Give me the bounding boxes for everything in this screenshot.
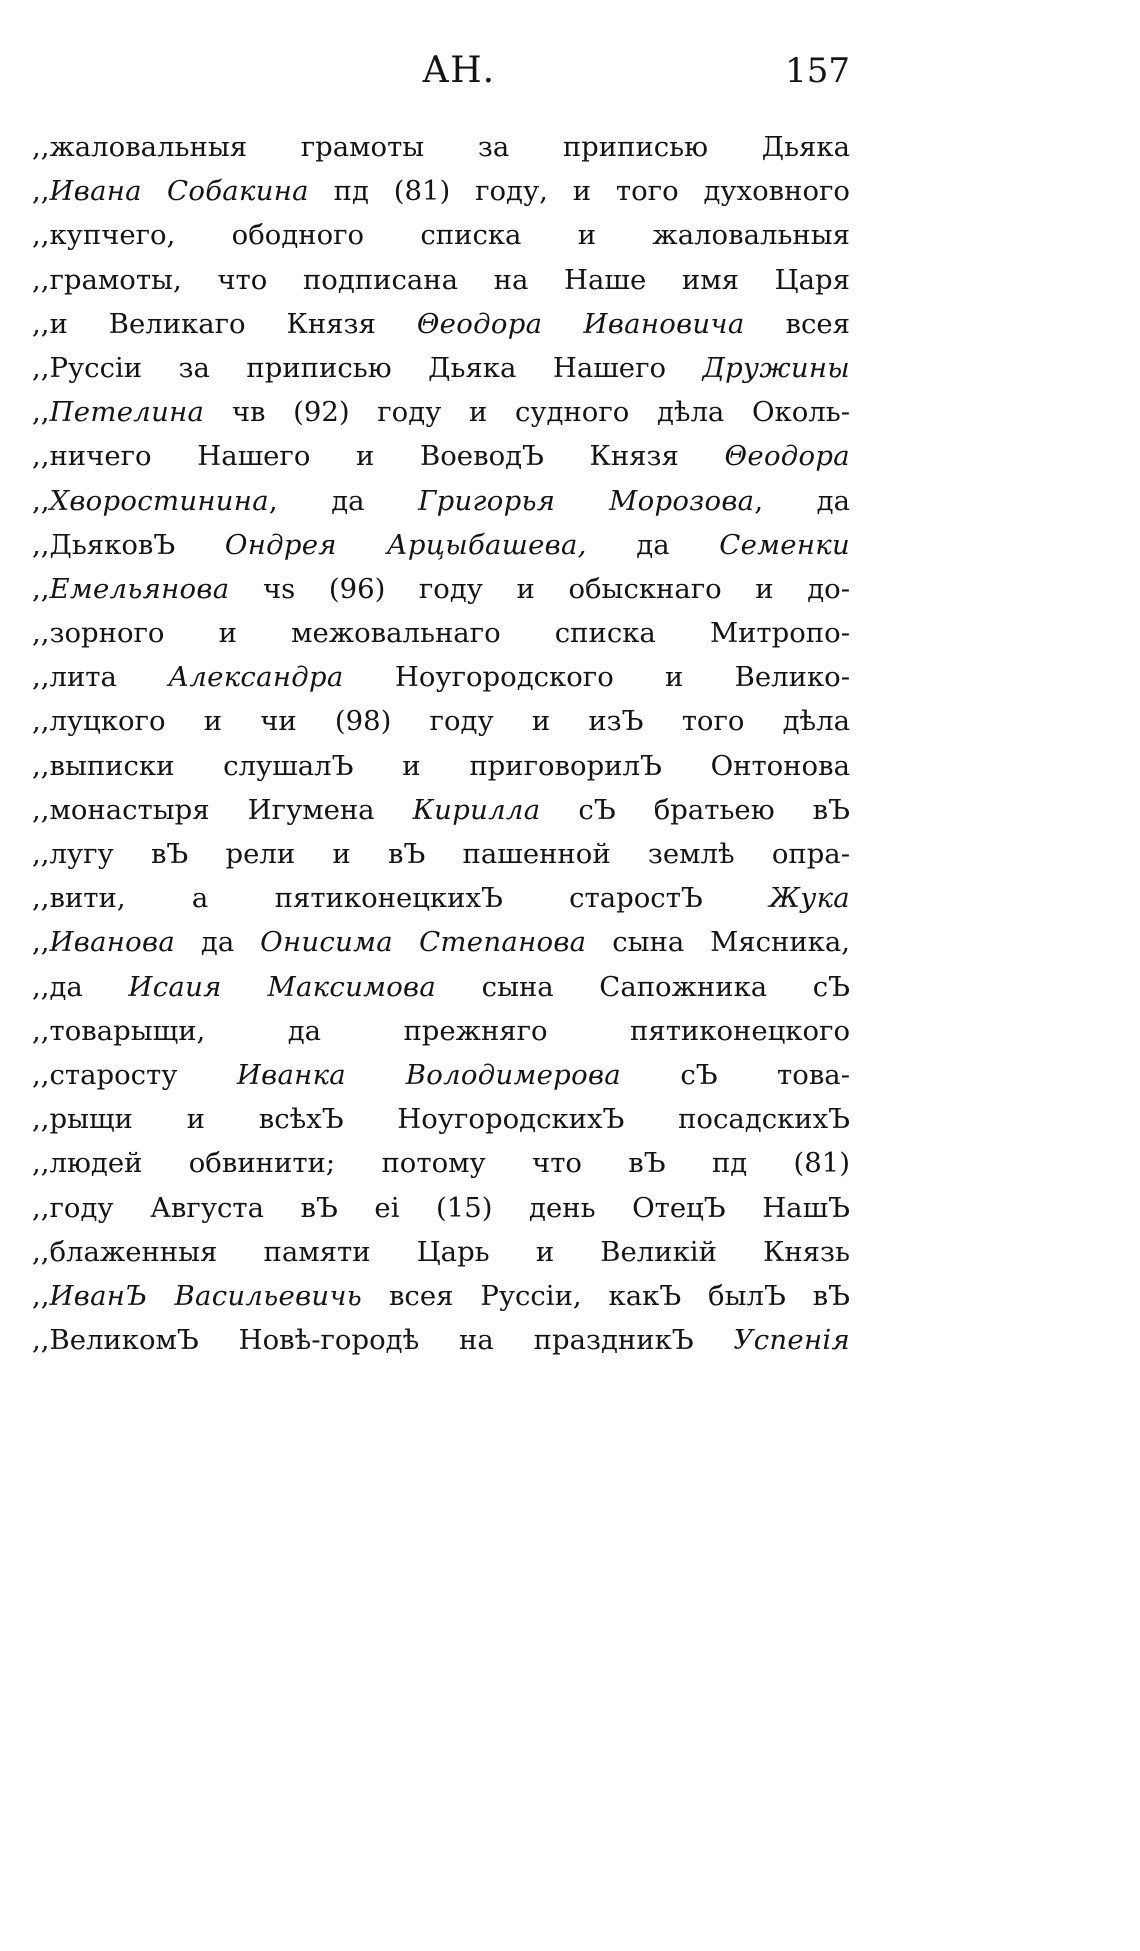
text-run: да: [175, 926, 261, 959]
text-run: всея Руссіи, какЪ былЪ вЪ: [362, 1279, 850, 1312]
text-line: [32, 567, 850, 611]
text-run: ,,вити, а пятиконецкихЪ старостЪ: [32, 882, 770, 915]
text-run: , да: [754, 484, 850, 517]
text-run: , да: [268, 484, 419, 517]
text-run: ,,ВеликомЪ Новѣ-городѣ на праздникЪ: [32, 1324, 734, 1357]
text-line: [32, 1009, 850, 1053]
running-head: АН.: [422, 50, 496, 91]
text-run: ,,лугу вЪ рели и вЪ пашенной землѣ опра-: [32, 838, 850, 870]
text-line: [32, 788, 850, 832]
text-line: [32, 390, 850, 434]
text-line: [32, 1186, 850, 1230]
text-run: пд (81) году, и того духовного: [308, 175, 850, 208]
text-run: сына Сапожника сЪ: [436, 970, 850, 1003]
text-run: ,,жаловальныя грамоты за приписью Дьяка: [32, 131, 850, 163]
text-line: [32, 1230, 850, 1274]
text-run: да: [586, 528, 720, 561]
italic-name: Иванка Володимерова: [236, 1058, 621, 1091]
text-run: ,,старосту: [32, 1058, 237, 1091]
text-run: ,,людей обвинити; потому что вЪ пд (81): [32, 1147, 850, 1180]
italic-name: Успенія: [733, 1324, 850, 1357]
text-run: ,,: [32, 926, 50, 959]
italic-name: Емельянова: [49, 572, 230, 605]
text-line: [32, 302, 850, 346]
text-run: ,,: [32, 396, 50, 429]
italic-name: Исаия Максимова: [128, 970, 437, 1003]
text-run: ,,: [32, 1279, 50, 1312]
text-line: [32, 1318, 850, 1362]
text-run: чв (92) году и судного дѣла Околь-: [204, 396, 850, 429]
body-text: [32, 125, 850, 1362]
text-line: [32, 965, 850, 1009]
italic-name: Иванова: [49, 926, 176, 959]
text-line: [32, 125, 850, 169]
text-line: [32, 832, 850, 876]
text-line: [32, 479, 850, 523]
text-run: ,,луцкого и чи (98) году и изЪ того дѣла: [32, 705, 850, 738]
text-run: ,,году Августа вЪ еі (15) день ОтецЪ НашЪ: [32, 1191, 850, 1224]
text-run: ,,Руссіи за приписью Дьяка Нашего: [32, 351, 703, 384]
text-run: всея: [744, 307, 850, 340]
text-run: ,,: [32, 484, 50, 517]
italic-name: Григорья Морозова: [418, 484, 755, 517]
text-run: сЪ това-: [620, 1058, 850, 1091]
text-line: [32, 920, 850, 964]
text-line: [32, 1274, 850, 1318]
text-line: [32, 258, 850, 302]
text-run: ,,ничего Нашего и ВоеводЪ Князя: [32, 440, 725, 473]
text-run: ,,ДьяковЪ: [32, 528, 225, 561]
text-run: ,,блаженныя памяти Царь и Великій Князь: [32, 1235, 850, 1268]
text-run: чѕ (96) году и обыскнаго и до-: [229, 572, 850, 605]
text-line: [32, 655, 850, 699]
text-run: сына Мясника,: [586, 926, 850, 959]
page-header: [60, 46, 850, 96]
text-line: [32, 523, 850, 567]
text-line: [32, 1141, 850, 1185]
text-line: [32, 169, 850, 213]
italic-name: Жука: [769, 882, 850, 915]
italic-name: Семенки: [719, 528, 850, 561]
text-line: [32, 434, 850, 478]
text-run: ,,: [32, 572, 50, 605]
italic-name: ИванЪ Васильевичь: [49, 1279, 363, 1312]
italic-name: Петелина: [49, 396, 205, 429]
italic-name: Θеодора: [724, 440, 850, 473]
italic-name: Кирилла: [412, 793, 541, 826]
text-run: сЪ братьею вЪ: [540, 793, 850, 826]
text-line: [32, 876, 850, 920]
italic-name: Онисима Степанова: [260, 926, 587, 959]
text-line: [32, 1097, 850, 1141]
text-line: [32, 213, 850, 257]
text-run: ,,и Великаго Князя: [32, 307, 417, 340]
text-run: ,,рыщи и всѣхЪ НоугородскихЪ посадскихЪ: [32, 1103, 850, 1136]
text-run: Ноугородского и Велико-: [343, 661, 850, 694]
text-run: ,,лита: [32, 661, 169, 694]
text-line: [32, 1053, 850, 1097]
italic-name: Ондрея Арцыбашева,: [224, 528, 587, 561]
italic-name: Ивана Собакина: [49, 175, 309, 208]
italic-name: Александра: [168, 661, 344, 694]
text-run: ,,купчего, ободного списка и жаловальныя: [32, 219, 850, 252]
text-run: ,,зорного и межовальнаго списка Митропо-: [32, 617, 850, 650]
italic-name: Хворостинина: [49, 484, 269, 517]
text-run: ,,товарыщи, да прежняго пятиконецкого: [32, 1014, 850, 1047]
text-line: [32, 611, 850, 655]
page-number: 157: [785, 51, 850, 91]
text-line: [32, 346, 850, 390]
text-run: ,,грамоты, что подписана на Наше имя Царя: [32, 263, 850, 296]
text-run: ,,да: [32, 970, 129, 1003]
italic-name: Дружины: [702, 351, 850, 384]
text-run: ,,монастыря Игумена: [32, 793, 413, 826]
text-run: ,,: [32, 175, 50, 208]
text-line: [32, 699, 850, 743]
text-line: [32, 744, 850, 788]
text-run: ,,выписки слушалЪ и приговорилЪ Онтонова: [32, 749, 850, 782]
italic-name: Θеодора Ивановича: [416, 307, 745, 340]
